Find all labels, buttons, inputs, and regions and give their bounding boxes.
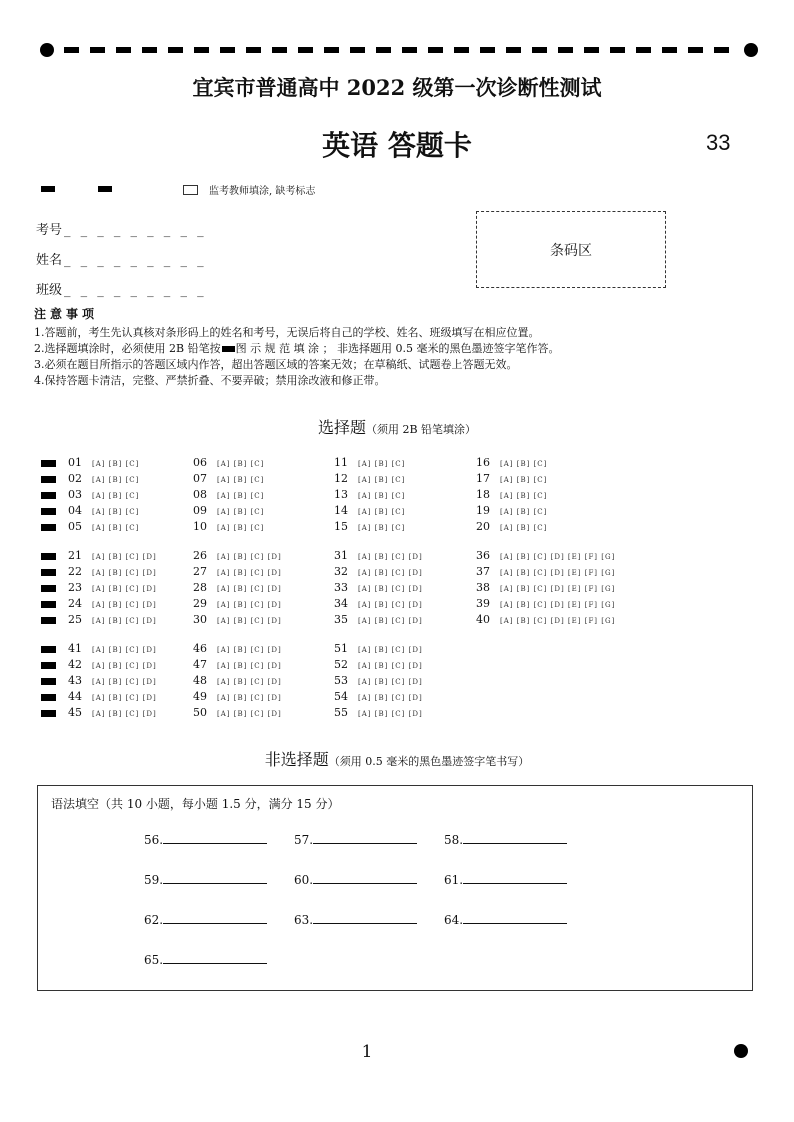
question-item[interactable] xyxy=(68,642,157,655)
answer-blank[interactable] xyxy=(144,911,267,927)
blank-line[interactable] xyxy=(163,871,267,884)
note-item: 4.保持答题卡清洁，完整、严禁折叠、不要弄破；禁用涂改液和修正带。 xyxy=(34,374,386,387)
answer-options[interactable]: [A] [B] [C] [D] xyxy=(92,694,157,702)
question-item[interactable] xyxy=(68,549,157,562)
question-number: 02 xyxy=(68,472,82,485)
question-item[interactable] xyxy=(334,472,405,485)
question-number: 32 xyxy=(334,565,348,578)
question-number: 21 xyxy=(68,549,82,562)
question-number: 48 xyxy=(193,674,207,687)
answer-options[interactable]: [A] [B] [C] xyxy=(358,460,406,468)
answer-options[interactable]: [A] [B] [C] xyxy=(217,524,265,532)
answer-options[interactable]: [A] [B] [C] [D] xyxy=(217,569,282,577)
note-text: 2.选择题填涂时，必须使用 2B 铅笔按 xyxy=(34,342,221,355)
section-title-text: 选择题 xyxy=(317,418,366,437)
question-item[interactable] xyxy=(334,488,405,501)
question-item[interactable] xyxy=(68,706,157,719)
question-number: 18 xyxy=(476,488,490,501)
answer-options[interactable]: [A] [B] [C] xyxy=(500,492,548,500)
blank-number: 65. xyxy=(144,953,164,967)
section-title-text: 非选择题 xyxy=(264,750,329,769)
answer-options[interactable]: [A] [B] [C] [D] xyxy=(358,617,423,625)
corner-dot-left xyxy=(40,43,54,57)
timing-mark xyxy=(41,662,56,669)
question-number: 50 xyxy=(193,706,207,719)
timing-mark xyxy=(41,678,56,685)
blank-line[interactable] xyxy=(313,911,417,924)
question-number: 06 xyxy=(193,456,207,469)
card-subtitle: 英语 答题卡 xyxy=(322,129,472,162)
question-number: 46 xyxy=(193,642,207,655)
section-hint: （须用 2B 铅笔填涂） xyxy=(365,423,477,436)
timing-mark xyxy=(41,646,56,653)
barcode-area xyxy=(476,211,666,288)
question-number: 26 xyxy=(193,549,207,562)
answer-options[interactable]: [A] [B] [C] [D] xyxy=(217,585,282,593)
absent-mark-box[interactable] xyxy=(183,185,198,195)
field-label: 考号 xyxy=(36,223,63,238)
answer-options[interactable]: [A] [B] [C] [D] xyxy=(217,553,282,561)
blank-line[interactable] xyxy=(163,911,267,924)
answer-options[interactable]: [A] [B] [C] [D] xyxy=(92,646,157,654)
absent-mark-label: 监考教师填涂, 缺考标志 xyxy=(209,186,316,197)
answer-options[interactable]: [A] [B] [C] [D] xyxy=(92,553,157,561)
class-field[interactable] xyxy=(36,279,207,298)
question-item[interactable] xyxy=(334,549,423,562)
question-number: 52 xyxy=(334,658,348,671)
answer-options[interactable]: [A] [B] [C] [D] xyxy=(358,710,423,718)
question-item[interactable] xyxy=(476,504,547,517)
blank-number: 63. xyxy=(294,913,314,927)
question-item[interactable] xyxy=(334,690,423,703)
question-number: 10 xyxy=(193,520,207,533)
question-item[interactable] xyxy=(68,504,139,517)
note-text: 图 示 规 范 填 涂 ； 非选择题用 0.5 毫米的黑色墨迹签字笔作答。 xyxy=(235,342,560,355)
exam-number-field[interactable] xyxy=(36,219,207,238)
timing-mark xyxy=(41,585,56,592)
question-item[interactable] xyxy=(193,581,282,594)
question-number: 16 xyxy=(476,456,490,469)
question-item[interactable] xyxy=(193,504,264,517)
question-item[interactable] xyxy=(193,642,282,655)
corner-dot-right xyxy=(744,43,758,57)
answer-options[interactable]: [A] [B] [C] xyxy=(92,460,140,468)
question-item[interactable] xyxy=(476,520,547,533)
field-label: 班级 xyxy=(36,283,63,298)
question-item[interactable] xyxy=(68,520,139,533)
question-item[interactable] xyxy=(193,674,282,687)
question-item[interactable] xyxy=(193,690,282,703)
answer-options[interactable]: [A] [B] [C] [D] xyxy=(217,601,282,609)
answer-options[interactable]: [A] [B] [C] xyxy=(358,476,406,484)
question-item[interactable] xyxy=(68,565,157,578)
question-item[interactable] xyxy=(193,565,282,578)
question-item[interactable] xyxy=(334,504,405,517)
question-number: 53 xyxy=(334,674,348,687)
answer-options[interactable]: [A] [B] [C] xyxy=(500,508,548,516)
answer-blank[interactable] xyxy=(294,831,417,847)
question-number: 07 xyxy=(193,472,207,485)
question-number: 44 xyxy=(68,690,82,703)
answer-options[interactable]: [A] [B] [C] [D] xyxy=(217,678,282,686)
question-item[interactable] xyxy=(334,581,423,594)
answer-options[interactable]: [A] [B] [C] [D] xyxy=(358,553,423,561)
question-item[interactable] xyxy=(476,456,547,469)
question-item[interactable] xyxy=(476,581,615,594)
question-item[interactable] xyxy=(476,549,615,562)
question-number: 20 xyxy=(476,520,490,533)
fill-example-mark xyxy=(222,346,235,352)
question-number: 38 xyxy=(476,581,490,594)
question-item[interactable] xyxy=(193,456,264,469)
question-item[interactable] xyxy=(193,472,264,485)
exam-title: 宜宾市普通高中 2022 级第一次诊断性测试 xyxy=(192,75,602,100)
timing-mark xyxy=(41,601,56,608)
question-item[interactable] xyxy=(193,488,264,501)
answer-options[interactable]: [A] [B] [C] [D] xyxy=(92,585,157,593)
question-number: 22 xyxy=(68,565,82,578)
question-number: 11 xyxy=(334,456,348,469)
question-number: 12 xyxy=(334,472,348,485)
answer-blank[interactable] xyxy=(294,871,417,887)
timing-mark xyxy=(41,617,56,624)
question-number: 55 xyxy=(334,706,348,719)
answer-options[interactable]: [A] [B] [C] [D] [E] [F] [G] xyxy=(500,553,616,561)
position-mark xyxy=(98,186,112,192)
question-item[interactable] xyxy=(334,658,423,671)
blank-line[interactable] xyxy=(163,831,267,844)
question-number: 25 xyxy=(68,613,82,626)
card-number: 33 xyxy=(706,130,731,155)
barcode-label: 条码区 xyxy=(550,243,592,259)
question-item[interactable] xyxy=(68,581,157,594)
answer-options[interactable]: [A] [B] [C] xyxy=(500,476,548,484)
blank-number: 64. xyxy=(444,913,464,927)
question-item[interactable] xyxy=(334,565,423,578)
notes-title: 注意事项 xyxy=(34,307,99,321)
corner-dot-bottom xyxy=(734,1044,748,1058)
blank-line[interactable] xyxy=(313,831,417,844)
question-number: 29 xyxy=(193,597,207,610)
question-number: 28 xyxy=(193,581,207,594)
answer-blank[interactable] xyxy=(144,871,267,887)
question-number: 47 xyxy=(193,658,207,671)
nonchoice-section-title xyxy=(0,747,794,770)
note-item: 3.必须在题目所指示的答题区域内作答，超出答题区域的答案无效；在草稿纸、试题卷上答题无效。 xyxy=(34,358,518,371)
section-hint: （须用 0.5 毫米的黑色墨迹签字笔书写） xyxy=(328,755,530,768)
question-item[interactable] xyxy=(193,658,282,671)
question-number: 30 xyxy=(193,613,207,626)
note-item: 1.答题前，考生先认真核对条形码上的姓名和考号，无误后将自己的学校、姓名、班级填写在相应位置。 xyxy=(34,326,540,339)
answer-options[interactable]: [A] [B] [C] [D] xyxy=(217,617,282,625)
choice-section-title xyxy=(0,415,794,438)
position-mark xyxy=(41,186,55,192)
field-blank: _ _ _ _ _ _ _ _ _ xyxy=(64,223,207,238)
page-number: 1 xyxy=(361,1042,373,1062)
answer-options[interactable]: [A] [B] [C] [D] xyxy=(92,710,157,718)
answer-blank[interactable] xyxy=(444,871,567,887)
answer-options[interactable]: [A] [B] [C] [D] xyxy=(217,694,282,702)
answer-options[interactable]: [A] [B] [C] [D] [E] [F] [G] xyxy=(500,601,616,609)
question-number: 35 xyxy=(334,613,348,626)
answer-options[interactable]: [A] [B] [C] [D] xyxy=(358,601,423,609)
timing-mark xyxy=(41,694,56,701)
answer-options[interactable]: [A] [B] [C] xyxy=(217,492,265,500)
question-number: 45 xyxy=(68,706,82,719)
question-item[interactable] xyxy=(193,549,282,562)
question-number: 37 xyxy=(476,565,490,578)
question-item[interactable] xyxy=(476,472,547,485)
question-number: 43 xyxy=(68,674,82,687)
timing-mark xyxy=(41,460,56,467)
field-blank: _ _ _ _ _ _ _ _ _ xyxy=(64,253,207,268)
blank-line[interactable] xyxy=(313,871,417,884)
blank-line[interactable] xyxy=(463,831,567,844)
question-item[interactable] xyxy=(334,520,405,533)
question-number: 41 xyxy=(68,642,82,655)
answer-options[interactable]: [A] [B] [C] xyxy=(500,460,548,468)
timing-mark xyxy=(41,524,56,531)
blank-number: 60. xyxy=(294,873,314,887)
question-item[interactable] xyxy=(68,690,157,703)
blank-number: 58. xyxy=(444,833,464,847)
answer-options[interactable]: [A] [B] [C] [D] [E] [F] [G] xyxy=(500,585,616,593)
timing-mark xyxy=(41,508,56,515)
question-number: 42 xyxy=(68,658,82,671)
question-number: 27 xyxy=(193,565,207,578)
question-number: 01 xyxy=(68,456,82,469)
timing-mark xyxy=(41,492,56,499)
question-number: 40 xyxy=(476,613,490,626)
name-field[interactable] xyxy=(36,249,207,268)
timing-mark xyxy=(41,553,56,560)
answer-options[interactable]: [A] [B] [C] xyxy=(217,508,265,516)
answer-options[interactable]: [A] [B] [C] [D] xyxy=(358,646,423,654)
question-number: 34 xyxy=(334,597,348,610)
question-item[interactable] xyxy=(476,565,615,578)
question-item[interactable] xyxy=(68,674,157,687)
question-item[interactable] xyxy=(334,456,405,469)
question-item[interactable] xyxy=(334,706,423,719)
question-item[interactable] xyxy=(334,597,423,610)
answer-options[interactable]: [A] [B] [C] xyxy=(92,508,140,516)
field-label: 姓名 xyxy=(36,253,63,268)
question-number: 03 xyxy=(68,488,82,501)
question-number: 31 xyxy=(334,549,348,562)
question-number: 39 xyxy=(476,597,490,610)
dashed-line xyxy=(64,47,734,53)
question-item[interactable] xyxy=(334,613,423,626)
answer-options[interactable]: [A] [B] [C] [D] xyxy=(92,601,157,609)
question-number: 51 xyxy=(334,642,348,655)
question-item[interactable] xyxy=(68,456,139,469)
timing-mark xyxy=(41,476,56,483)
answer-options[interactable]: [A] [B] [C] [D] xyxy=(358,694,423,702)
grammar-fill-title: 语法填空（共 10 小题，每小题 1.5 分，满分 15 分） xyxy=(51,797,340,811)
answer-blank[interactable] xyxy=(144,951,267,967)
question-number: 13 xyxy=(334,488,348,501)
question-number: 09 xyxy=(193,504,207,517)
answer-options[interactable]: [A] [B] [C] xyxy=(92,476,140,484)
answer-options[interactable]: [A] [B] [C] xyxy=(92,524,140,532)
question-number: 14 xyxy=(334,504,348,517)
question-item[interactable] xyxy=(476,613,615,626)
answer-options[interactable]: [A] [B] [C] xyxy=(92,492,140,500)
answer-options[interactable]: [A] [B] [C] xyxy=(358,492,406,500)
answer-options[interactable]: [A] [B] [C] [D] xyxy=(358,585,423,593)
answer-options[interactable]: [A] [B] [C] xyxy=(217,476,265,484)
blank-line[interactable] xyxy=(163,951,267,964)
question-number: 17 xyxy=(476,472,490,485)
question-item[interactable] xyxy=(68,597,157,610)
note-item xyxy=(34,340,560,356)
question-item[interactable] xyxy=(193,520,264,533)
question-item[interactable] xyxy=(476,597,615,610)
answer-blank[interactable] xyxy=(444,911,567,927)
top-dashed-border xyxy=(40,42,758,58)
question-number: 54 xyxy=(334,690,348,703)
answer-options[interactable]: [A] [B] [C] [D] xyxy=(358,662,423,670)
answer-options[interactable]: [A] [B] [C] [D] [E] [F] [G] xyxy=(500,569,616,577)
answer-options[interactable]: [A] [B] [C] [D] xyxy=(358,678,423,686)
timing-mark xyxy=(41,569,56,576)
question-number: 49 xyxy=(193,690,207,703)
blank-number: 62. xyxy=(144,913,164,927)
question-number: 08 xyxy=(193,488,207,501)
blank-number: 59. xyxy=(144,873,164,887)
answer-blank[interactable] xyxy=(444,831,567,847)
timing-mark xyxy=(41,710,56,717)
answer-options[interactable]: [A] [B] [C] [D] xyxy=(217,646,282,654)
question-item[interactable] xyxy=(68,472,139,485)
answer-options[interactable]: [A] [B] [C] [D] xyxy=(217,710,282,718)
answer-blank[interactable] xyxy=(294,911,417,927)
answer-options[interactable]: [A] [B] [C] [D] xyxy=(358,569,423,577)
question-item[interactable] xyxy=(193,706,282,719)
question-number: 23 xyxy=(68,581,82,594)
question-number: 04 xyxy=(68,504,82,517)
question-number: 24 xyxy=(68,597,82,610)
answer-blank[interactable] xyxy=(144,831,267,847)
question-number: 36 xyxy=(476,549,490,562)
blank-line[interactable] xyxy=(463,911,567,924)
grammar-fill-box xyxy=(37,785,753,991)
answer-options[interactable]: [A] [B] [C] xyxy=(358,524,406,532)
question-item[interactable] xyxy=(68,488,139,501)
blank-line[interactable] xyxy=(463,871,567,884)
question-item[interactable] xyxy=(193,597,282,610)
answer-options[interactable]: [A] [B] [C] [D] xyxy=(217,662,282,670)
question-number: 05 xyxy=(68,520,82,533)
field-blank: _ _ _ _ _ _ _ _ _ xyxy=(64,283,207,298)
question-number: 33 xyxy=(334,581,348,594)
question-item[interactable] xyxy=(68,658,157,671)
question-item[interactable] xyxy=(334,642,423,655)
question-item[interactable] xyxy=(193,613,282,626)
answer-options[interactable]: [A] [B] [C] [D] xyxy=(92,662,157,670)
question-number: 15 xyxy=(334,520,348,533)
answer-options[interactable]: [A] [B] [C] xyxy=(358,508,406,516)
answer-options[interactable]: [A] [B] [C] xyxy=(217,460,265,468)
question-item[interactable] xyxy=(334,674,423,687)
blank-number: 61. xyxy=(444,873,464,887)
answer-options[interactable]: [A] [B] [C] [D] xyxy=(92,678,157,686)
blank-number: 56. xyxy=(144,833,164,847)
question-item[interactable] xyxy=(476,488,547,501)
question-number: 19 xyxy=(476,504,490,517)
answer-options[interactable]: [A] [B] [C] [D] [E] [F] [G] xyxy=(500,617,616,625)
answer-options[interactable]: [A] [B] [C] [D] xyxy=(92,569,157,577)
blank-number: 57. xyxy=(294,833,314,847)
answer-options[interactable]: [A] [B] [C] [D] xyxy=(92,617,157,625)
answer-options[interactable]: [A] [B] [C] xyxy=(500,524,548,532)
question-item[interactable] xyxy=(68,613,157,626)
